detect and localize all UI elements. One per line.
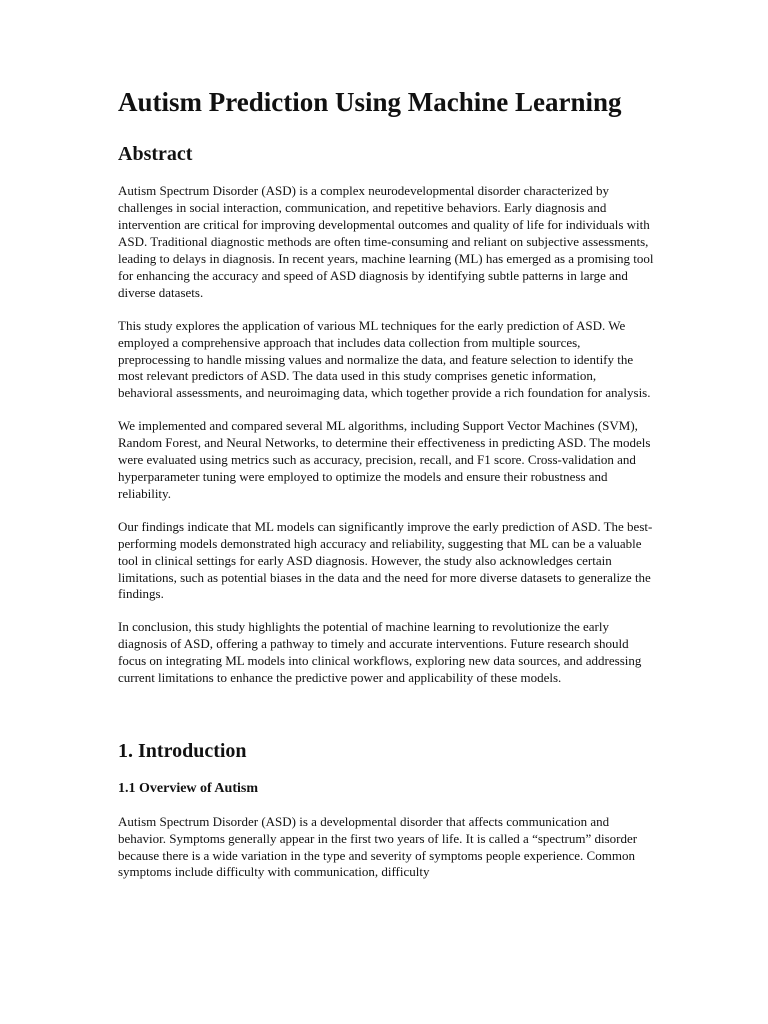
introduction-heading: 1. Introduction (118, 739, 247, 762)
abstract-paragraph-2: This study explores the application of various ML techniques for the early prediction of ASD. We employed a comprehensive approach that includes data collection from multiple sources, preprocessing to handle missing values and normalize the data, and feature selection to identify the most relevant predictors of ASD. The data used in this study comprises genetic information, behavioral assessments, and neuroimaging data, which together provide a rich foundation for analysis. (118, 317, 651, 401)
abstract-paragraph-4: Our findings indicate that ML models can significantly improve the early prediction of ASD. The best-performing models demonstrated high accuracy and reliability, suggesting that ML can be a valuable tool in clinical settings for early ASD diagnosis. However, the study also acknowledges certain limitations, such as potential biases in the data and the need for more diverse datasets to generalize the findings. (118, 518, 653, 602)
overview-of-autism-heading: 1.1 Overview of Autism (118, 780, 258, 796)
abstract-paragraph-1: Autism Spectrum Disorder (ASD) is a complex neurodevelopmental disorder characterized by challenges in social interaction, communication, and repetitive behaviors. Early diagnosis and intervention are critical for improving developmental outcomes and quality of life for individuals with ASD. Traditional diagnostic methods are often time-consuming and reliant on subjective assessments, leading to delays in diagnosis. In recent years, machine learning (ML) has emerged as a promising tool for enhancing the accuracy and speed of ASD diagnosis by identifying subtle patterns in large and diverse datasets. (118, 183, 654, 300)
abstract-heading: Abstract (118, 143, 193, 166)
paper-title: Autism Prediction Using Machine Learning (118, 87, 622, 117)
abstract-paragraph-3: We implemented and compared several ML algorithms, including Support Vector Machines (SVM), Random Forest, and Neural Networks, to determine their effectiveness in predicting ASD. The models were evaluated using metrics such as accuracy, precision, recall, and F1 score. Cross-validation and hyperparameter tuning were employed to optimize the models and ensure their robustness and reliability. (118, 418, 651, 501)
abstract-paragraph-5: In conclusion, this study highlights the potential of machine learning to revolutionize the early diagnosis of ASD, offering a pathway to timely and accurate interventions. Future research should focus on integrating ML models into clinical workflows, exploring new data sources, and addressing current limitations to enhance the predictive power and applicability of these models. (118, 619, 642, 686)
introduction-paragraph-1: Autism Spectrum Disorder (ASD) is a developmental disorder that affects communication and behavior. Symptoms generally appear in the first two years of life. It is called a “spectrum” disorder because there is a wide variation in the type and severity of symptoms people experience. Common symptoms include difficulty with communication, difficulty (118, 813, 638, 880)
